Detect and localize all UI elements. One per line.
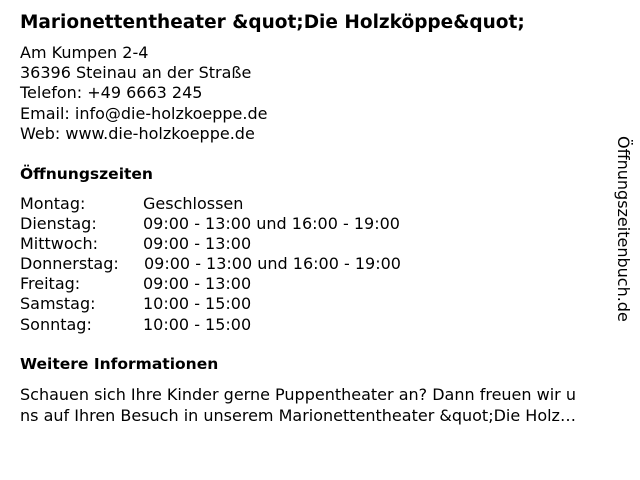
hours-row-wednesday xyxy=(20,234,401,254)
hours-time: Geschlossen xyxy=(143,194,244,213)
website-line: Web: www.die-holzkoeppe.de xyxy=(20,123,255,143)
opening-hours-list xyxy=(20,194,401,335)
hours-day-label: Dienstag: xyxy=(20,214,97,234)
hours-row-tuesday xyxy=(20,214,401,234)
city-address: 36396 Steinau an der Straße xyxy=(20,63,252,83)
hours-row-saturday xyxy=(20,294,401,314)
hours-day-label: Freitag: xyxy=(20,274,81,294)
phone-line: Telefon: +49 6663 245 xyxy=(20,83,203,103)
description-line: Schauen sich Ihre Kinder gerne Puppentheater an? Dann freuen wir u xyxy=(20,385,576,404)
hours-row-monday xyxy=(20,194,401,214)
street-address: Am Kumpen 2-4 xyxy=(20,43,149,62)
hours-time: 10:00 - 15:00 xyxy=(143,314,252,334)
hours-day-label: Montag: xyxy=(20,194,86,213)
hours-time: 09:00 - 13:00 und 16:00 - 19:00 xyxy=(144,254,401,274)
hours-time: 09:00 - 13:00 xyxy=(143,274,252,294)
hours-row-sunday xyxy=(20,315,401,335)
address-block xyxy=(20,43,267,144)
site-watermark-label: Öffnungszeitenbuch.de xyxy=(614,136,633,322)
hours-day-label: Samstag: xyxy=(20,294,96,314)
hours-day-label: Mittwoch: xyxy=(20,234,98,254)
hours-day-label: Sonntag: xyxy=(20,314,92,334)
page-title: Marionettentheater &quot;Die Holzköppe&quot; xyxy=(20,12,525,33)
hours-day-label: Donnerstag: xyxy=(20,254,119,274)
description-text xyxy=(20,385,622,426)
hours-time: 09:00 - 13:00 und 16:00 - 19:00 xyxy=(143,214,400,234)
more-info-heading: Weitere Informationen xyxy=(20,355,219,373)
opening-hours-heading: Öffnungszeiten xyxy=(20,165,153,183)
hours-time: 09:00 - 13:00 xyxy=(143,234,252,254)
description-line: ns auf Ihren Besuch in unserem Marionettentheater &quot;Die Holz… xyxy=(20,405,576,425)
hours-row-friday xyxy=(20,274,401,294)
hours-time: 10:00 - 15:00 xyxy=(143,294,252,314)
hours-row-thursday xyxy=(20,254,401,274)
email-line: Email: info@die-holzkoeppe.de xyxy=(20,103,268,123)
